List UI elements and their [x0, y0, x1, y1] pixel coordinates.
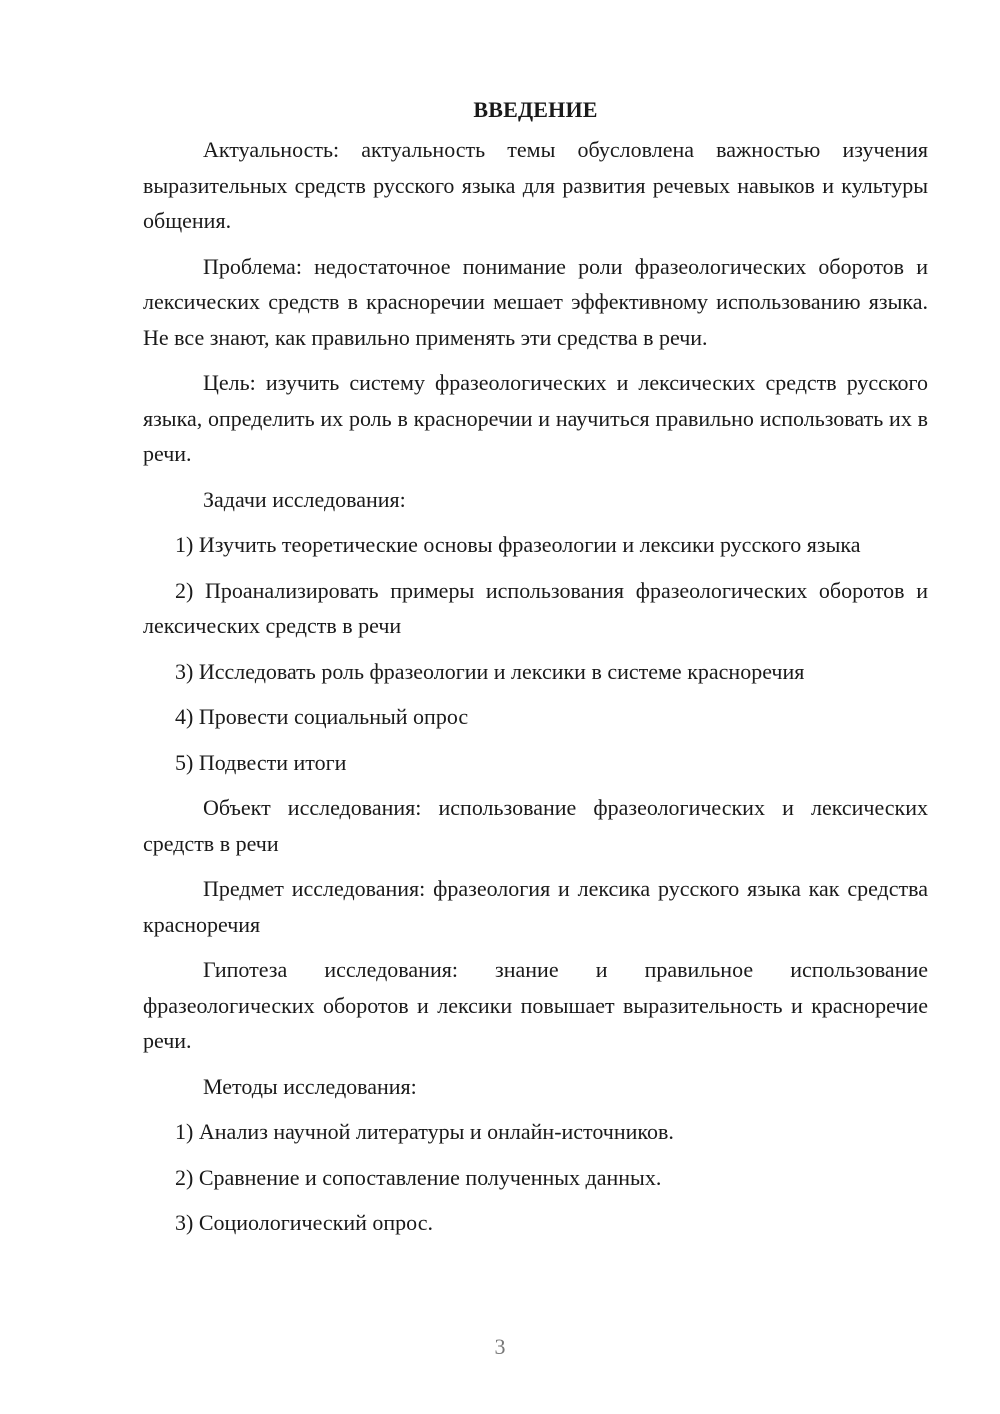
goal-paragraph: Цель: изучить систему фразеологических и лексических средств русского языка, определить их роль в красноречии и научиться правильно использовать их в речи.	[143, 370, 928, 466]
page-number: 3	[494, 1334, 506, 1359]
method-item: 1) Анализ научной литературы и онлайн-источников.	[175, 1119, 674, 1144]
task-item: 2) Проанализировать примеры использования фразеологических оборотов и лексических средств в речи	[143, 577, 928, 638]
method-item: 2) Сравнение и сопоставление полученных данных.	[175, 1164, 662, 1190]
hypothesis-paragraph: Гипотеза исследования: знание и правильное использование фразеологических оборотов и лексики повышает выразительность и красноречие речи.	[143, 957, 928, 1053]
task-item: 4) Провести социальный опрос	[175, 704, 469, 729]
task-item: 1) Изучить теоретические основы фразеологии и лексики русского языка	[175, 532, 861, 557]
problem-paragraph: Проблема: недостаточное понимание роли фразеологических оборотов и лексических средств в красноречии мешает эффективному использованию языка. Не все знают, как правильно применять эти средства в речи.	[143, 253, 928, 350]
section-title: ВВЕДЕНИЕ	[473, 97, 598, 122]
task-item: 3) Исследовать роль фразеологии и лексики в системе красноречия	[175, 658, 805, 684]
tasks-heading: Задачи исследования:	[203, 486, 406, 512]
object-paragraph: Объект исследования: использование фразеологических и лексических средств в речи	[143, 795, 928, 856]
subject-paragraph: Предмет исследования: фразеология и лексика русского языка как средства красноречия	[143, 876, 928, 937]
task-item: 5) Подвести итоги	[175, 749, 347, 775]
document-page	[143, 92, 928, 1251]
relevance-paragraph: Актуальность: актуальность темы обусловлена важностью изучения выразительных средств русского языка для развития речевых навыков и культуры общения.	[143, 137, 928, 233]
method-item: 3) Социологический опрос.	[175, 1210, 433, 1235]
methods-heading: Методы исследования:	[203, 1073, 417, 1099]
